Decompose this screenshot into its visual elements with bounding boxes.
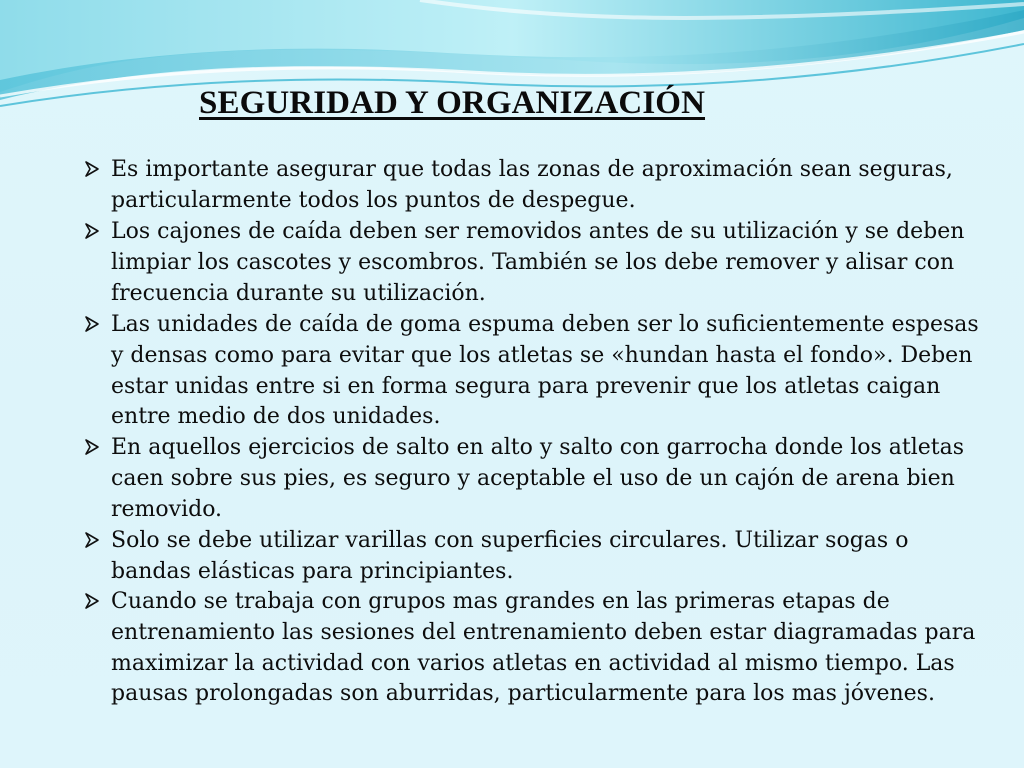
bullet-text: Solo se debe utilizar varillas con superficies circulares. Utilizar sogas o bandas elásticas para principiantes. — [111, 528, 909, 584]
bullet-item — [83, 217, 983, 309]
arrow-head-bullet-icon — [83, 531, 101, 549]
bullet-item — [83, 433, 983, 525]
bullet-item — [83, 526, 983, 588]
bullet-item — [83, 587, 983, 710]
arrow-head-bullet-icon — [83, 315, 101, 333]
bullet-text: Los cajones de caída deben ser removidos antes de su utilización y se deben limpiar los cascotes y escombros. También se los debe remover y alisar con frecuencia durante su utilización. — [111, 219, 965, 306]
bullet-item — [83, 310, 983, 433]
arrow-head-bullet-icon — [83, 438, 101, 456]
bullet-item — [83, 155, 983, 217]
arrow-head-bullet-icon — [83, 160, 101, 178]
slide-title: SEGURIDAD Y ORGANIZACIÓN — [199, 85, 706, 121]
bullet-text: Cuando se trabaja con grupos mas grandes en las primeras etapas de entrenamiento las sesiones del entrenamiento deben estar diagramadas para maximizar la actividad con varios atletas en actividad al mismo tiempo. Las pausas prolongadas son aburridas, particularmente para los mas jóvenes. — [111, 589, 976, 707]
bullet-text: En aquellos ejercicios de salto en alto y salto con garrocha donde los atletas caen sobre sus pies, es seguro y aceptable el uso de un cajón de arena bien removido. — [111, 435, 965, 522]
arrow-head-bullet-icon — [83, 592, 101, 610]
bullet-text: Es importante asegurar que todas las zonas de aproximación sean seguras, particularmente todos los puntos de despegue. — [111, 157, 953, 213]
arrow-head-bullet-icon — [83, 222, 101, 240]
bullet-text: Las unidades de caída de goma espuma deben ser lo suficientemente espesas y densas como para evitar que los atletas se «hundan hasta el fondo». Deben estar unidas entre si en forma segura para prevenir que los atletas caigan entre medio de dos unidades. — [111, 312, 979, 430]
